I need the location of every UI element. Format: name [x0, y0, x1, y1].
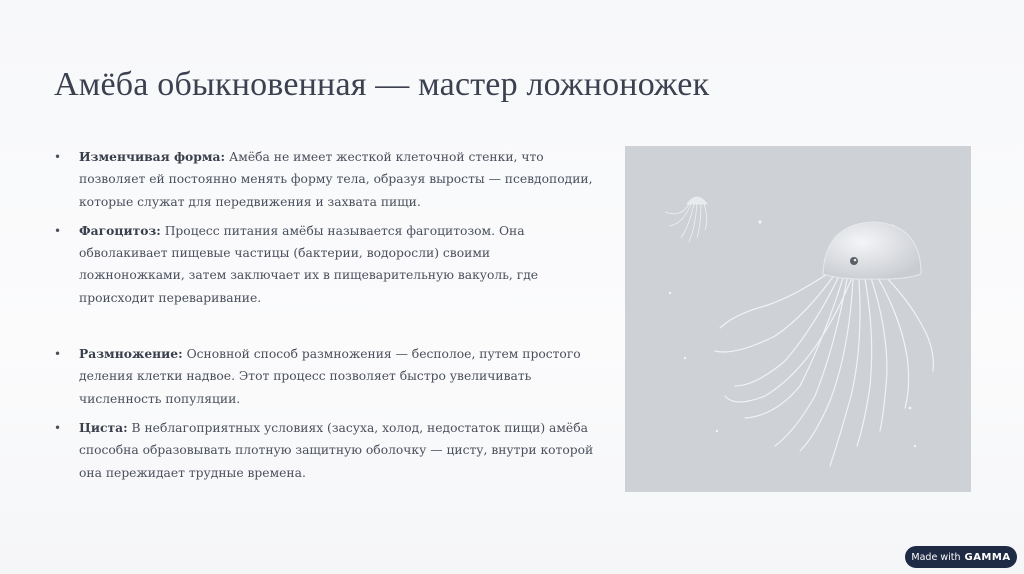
bullet-item-reproduction: [54, 343, 599, 410]
bullet-term: Размножение:: [79, 346, 183, 362]
bullet-marker: •: [54, 420, 62, 435]
jellyfish-icon: [625, 146, 971, 492]
bullet-text: Амёба не имеет жесткой клеточной стенки, что позволяет ей постоянно менять форму тела, образуя выросты — псевдоподии, которые служат для передвижения и захвата пищи.: [79, 150, 593, 209]
gamma-logo: GAMMA: [964, 551, 1011, 563]
tentacles-icon: [715, 272, 933, 466]
bullet-term: Изменчивая форма:: [79, 149, 226, 164]
bell-icon: [823, 222, 921, 279]
bullet-item-phagocytosis: [54, 220, 599, 309]
bullet-item-shape: [54, 146, 599, 213]
bullet-text: В неблагоприятных условиях (засуха, холод, недостаток пищи) амёба способна образовывать плотную защитную оболочку — цисту, внутри которой она пережидает трудные времена.: [79, 420, 594, 480]
eye-icon: [850, 257, 858, 265]
bullet-text: Процесс питания амёбы называется фагоцитозом. Она обволакивает пищевые частицы (бактерии, водоросли) своими ложноножками, затем заключает их в пищеварительную вакуоль, где происходит переваривание.: [79, 223, 539, 305]
bullet-text: Основной способ размножения — бесполое, путем простого деления клетки надвое. Этот процесс позволяет быстро увеличивать численность популяции.: [79, 347, 581, 406]
bullet-marker: •: [54, 347, 62, 362]
jellyfish-illustration: [625, 146, 971, 492]
bullet-term: Циста:: [79, 419, 128, 435]
bullet-marker: •: [54, 223, 62, 238]
made-with-gamma-badge[interactable]: [905, 546, 1017, 568]
bullet-item-cyst: [54, 417, 599, 484]
badge-prefix: Made with: [911, 551, 961, 563]
bullet-marker: •: [54, 150, 62, 164]
bullet-list: [54, 146, 599, 491]
small-jellyfish-icon: [665, 197, 707, 242]
slide-title: Амёба обыкновенная — мастер ложноножек: [54, 66, 710, 103]
bullet-term: Фагоцитоз:: [79, 222, 161, 238]
